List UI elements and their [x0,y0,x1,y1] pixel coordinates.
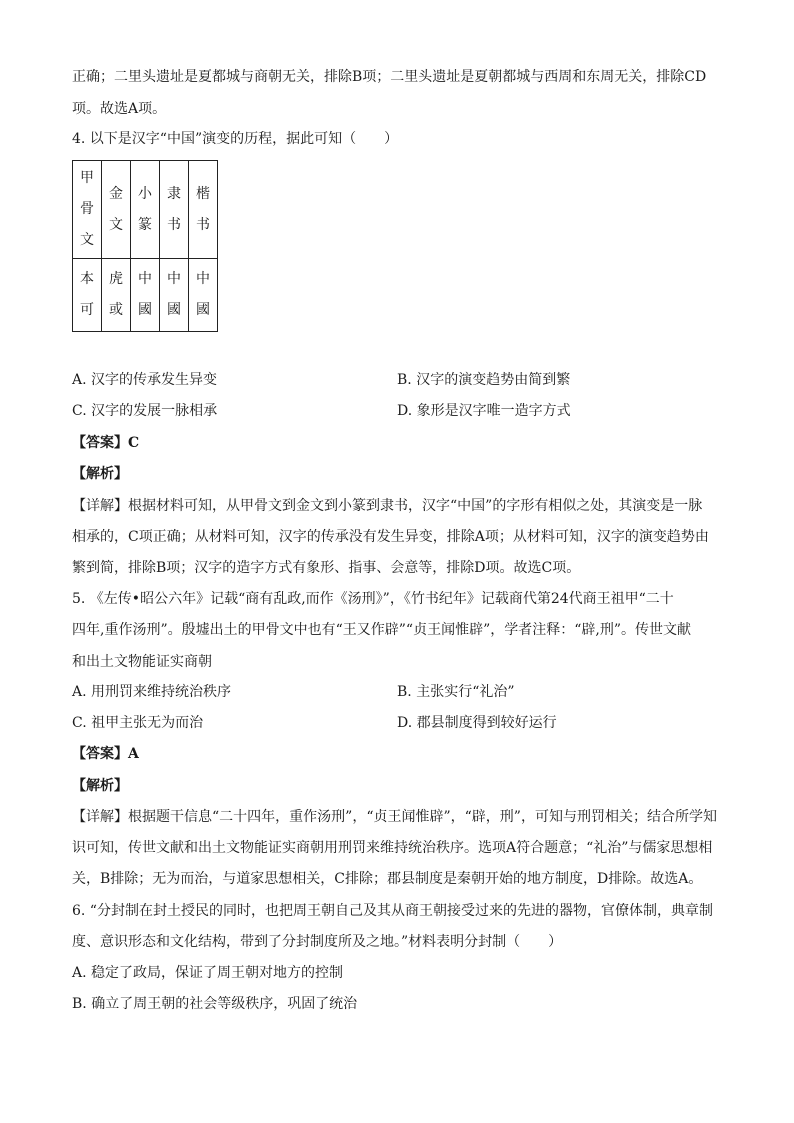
glyph-clerical: 中 國 [160,259,189,332]
q4-analysis-label: 【解析】 [72,466,128,482]
question-6-stem-line-1: 6. “分封制在封土授民的同时，也把周王朝自己及其从商王朝接受过来的先进的器物，官僚体制，典章制 [72,903,713,919]
glyph-small-seal: 中 國 [131,259,160,332]
q5-option-a: A. 用刑罚来维持统治秩序 [72,684,232,700]
q4-detail-line-3: 繁到简，排除B项；汉字的造字方式有象形、指事、会意等，排除D项。故选C项。 [72,560,581,576]
header-small-seal: 小 篆 [131,161,160,259]
q5-analysis-label: 【解析】 [72,778,128,794]
q6-option-b: B. 确立了周王朝的社会等级秩序，巩固了统治 [72,996,358,1012]
q5-detail-line-2: 识可知，传世文献和出土文物能证实商朝用刑罚来维持统治秩序。选项A符合题意；“礼治”与儒家思想相 [72,840,713,856]
q4-option-d: D. 象形是汉字唯一造字方式 [397,403,571,419]
q4-detail-line-2: 相承的，C项正确；从材料可知，汉字的传承没有发生异变，排除A项；从材料可知，汉字的演变趋势由 [72,529,709,545]
q5-option-d: D. 郡县制度得到较好运行 [397,715,557,731]
q4-option-a: A. 汉字的传承发生异变 [72,372,218,388]
character-evolution-table [72,160,218,332]
q4-detail-line-1: 【详解】根据材料可知，从甲骨文到金文到小篆到隶书，汉字“中国”的字形有相似之处，其演变是一脉 [72,498,703,514]
header-bronze-script: 金 文 [102,161,131,259]
intro-line-1: 正确；二里头遗址是夏都城与商朝无关，排除B项；二里头遗址是夏朝都城与西周和东周无关，排除CD [72,69,707,85]
glyph-bronze-script: 虎 或 [102,259,131,332]
question-5-stem-line-2: 四年,重作汤刑”。殷墟出土的甲骨文中也有“王又作辟”“贞王闻惟辟”，学者注释：“辟,刑”。传世文献 [72,622,691,638]
glyph-oracle-bone: 本 可 [73,259,102,332]
q4-answer: 【答案】C [72,435,140,451]
q5-option-c: C. 祖甲主张无为而治 [72,715,204,731]
q5-detail-line-1: 【详解】根据题干信息“二十四年，重作汤刑”，“贞王闻惟辟”，“辟，刑”，可知与刑罚相关；结合所学知 [72,809,717,825]
q4-option-b: B. 汉字的演变趋势由简到繁 [397,372,571,388]
header-oracle-bone: 甲 骨 文 [73,161,102,259]
q5-option-b: B. 主张实行“礼治” [397,684,515,700]
q4-option-c: C. 汉字的发展一脉相承 [72,403,218,419]
q5-detail-line-3: 关，B排除；无为而治，与道家思想相关，C排除；郡县制度是秦朝开始的地方制度，D排除。故选A。 [72,871,703,887]
question-5-stem-line-3: 和出土文物能证实商朝 [72,654,212,670]
glyph-regular: 中 國 [189,259,218,332]
header-regular: 楷 书 [189,161,218,259]
q5-answer: 【答案】A [72,746,139,762]
header-clerical: 隶 书 [160,161,189,259]
intro-line-2: 项。故选A项。 [72,101,167,117]
question-5-stem-line-1: 5. 《左传•昭公六年》记载“商有乱政,而作《汤刑》”，《竹书纪年》记载商代第24代商王祖甲“二十 [72,591,674,607]
question-4-stem: 4. 以下是汉字“中国”演变的历程，据此可知（ ） [72,131,399,147]
q6-option-a: A. 稳定了政局，保证了周王朝对地方的控制 [72,965,344,981]
question-6-stem-line-2: 度、意识形态和文化结构，带到了分封制度所及之地。”材料表明分封制（ ） [72,934,563,950]
